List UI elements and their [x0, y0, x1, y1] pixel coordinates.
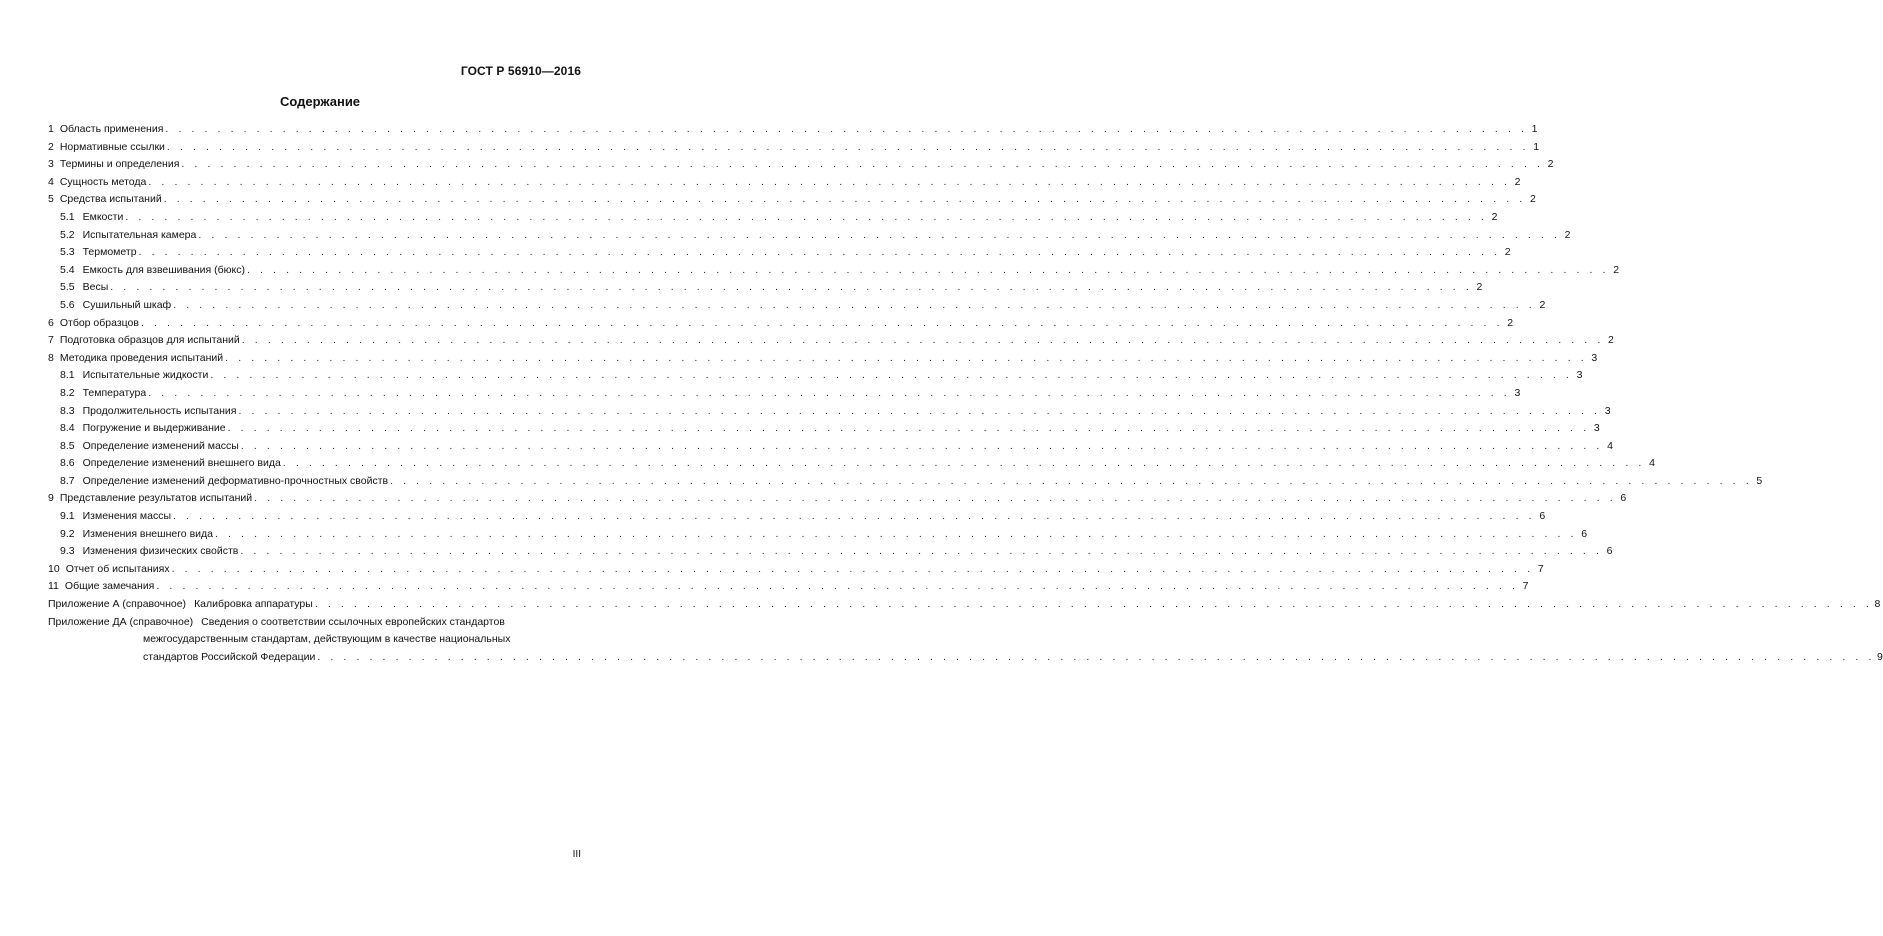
toc-entry[interactable] — [48, 420, 1600, 438]
appendix-page: 8 — [1874, 598, 1881, 611]
toc-entry-number: 8.6 — [60, 457, 75, 470]
toc-entry-number: 8.3 — [60, 404, 75, 417]
dot-leader — [225, 350, 1587, 368]
toc-entry-page: 2 — [1504, 246, 1511, 259]
toc-entry[interactable] — [48, 139, 1540, 157]
toc-entry[interactable] — [48, 209, 1498, 227]
toc-entry-title: Методика проведения испытаний — [59, 351, 224, 364]
toc-entry[interactable] — [48, 578, 1529, 596]
dot-leader — [228, 420, 1590, 438]
dot-leader — [210, 367, 1572, 385]
toc-entry[interactable] — [48, 297, 1546, 315]
dot-leader — [240, 543, 1602, 561]
toc-entry-page: 2 — [1539, 298, 1546, 311]
dot-leader — [198, 227, 1560, 245]
appendix-label: Приложение А (справочное) — [48, 598, 187, 611]
toc-entry-number: 6 — [48, 316, 54, 329]
toc-entry-title: Представление результатов испытаний — [59, 492, 253, 505]
toc-entry-title: Испытательная камера — [82, 228, 197, 241]
toc-entry-title: Средства испытаний — [59, 193, 162, 206]
toc-entry-page: 1 — [1533, 140, 1540, 153]
toc-entry-page: 7 — [1522, 580, 1529, 593]
toc-entry-number: 8 — [48, 351, 54, 364]
toc-entry-page: 6 — [1606, 545, 1613, 558]
toc-entry-title: Общие замечания — [64, 580, 155, 593]
toc-entry-number: 5.2 — [60, 228, 75, 241]
toc-entry[interactable] — [48, 403, 1611, 421]
toc-entry[interactable] — [48, 174, 1521, 192]
toc-entry-title: Термины и определения — [59, 158, 180, 171]
toc-entry[interactable] — [48, 332, 1614, 350]
toc-entry-number: 3 — [48, 158, 54, 171]
toc-entry-page: 2 — [1613, 263, 1620, 276]
toc-entry-page: 3 — [1591, 351, 1598, 364]
toc-entry[interactable] — [48, 561, 1544, 579]
toc-entry[interactable] — [48, 473, 1763, 491]
toc-entry-number: 9.2 — [60, 527, 75, 540]
toc-entry-number: 5.6 — [60, 298, 75, 311]
toc-entry-number: 11 — [48, 580, 59, 593]
dot-leader — [148, 174, 1510, 192]
toc-entry[interactable] — [48, 350, 1598, 368]
toc-title: Содержание — [279, 94, 361, 109]
toc-entry-number: 8.2 — [60, 386, 75, 399]
appendix-page: 9 — [1876, 650, 1883, 663]
toc-entry-title: Емкости — [82, 210, 124, 223]
toc-entry-number: 4 — [48, 175, 54, 188]
toc-entry-title: Сушильный шкаф — [82, 298, 172, 311]
toc-entry[interactable] — [48, 262, 1620, 280]
dot-leader — [283, 455, 1645, 473]
toc-entry[interactable] — [48, 438, 1613, 456]
appendix-title-line: Калибровка аппаратуры — [194, 598, 313, 611]
toc-entry-number: 5.4 — [60, 263, 75, 276]
toc-entry-number: 7 — [48, 334, 54, 347]
toc-entry-number: 8.5 — [60, 439, 75, 452]
appendix-label: Приложение ДА (справочное) — [48, 615, 194, 628]
toc-entry-number: 8.7 — [60, 474, 75, 487]
toc-entry-page: 3 — [1514, 386, 1521, 399]
toc-entry-title: Температура — [82, 386, 147, 399]
dot-leader — [156, 578, 1518, 596]
toc-entry[interactable] — [48, 543, 1613, 561]
toc-entry[interactable] — [48, 244, 1511, 262]
toc-entry-title: Нормативные ссылки — [59, 140, 165, 153]
dot-leader: . . . . . . . . . . . . . . . . . . . . . . . . . . . . . . . . . . . . . . . . . . . . . . . . . . . . . . . . . . . . . . . . . . . . . . . . . . . . . . . . . . . . . . . . . . . . . . . . . . . . . . . . . . . . . . . . . . . . . . . . — [317, 650, 1875, 663]
toc-entry-number: 9.3 — [60, 545, 75, 558]
toc-entry-title: Изменения внешнего вида — [82, 527, 213, 540]
page-number: III — [572, 849, 581, 860]
toc-entry[interactable] — [48, 508, 1546, 526]
toc-entry[interactable] — [48, 455, 1655, 473]
toc-entry-page: 2 — [1514, 175, 1521, 188]
toc-entry-page: 2 — [1564, 228, 1571, 241]
toc-entry-page: 6 — [1539, 510, 1546, 523]
toc-entry[interactable] — [48, 227, 1571, 245]
dot-leader — [165, 121, 1527, 139]
toc-entry-page: 6 — [1620, 492, 1627, 505]
dot-leader — [390, 473, 1752, 491]
dot-leader: . . . . . . . . . . . . . . . . . . . . . . . . . . . . . . . . . . . . . . . . . . . . . . . . . . . . . . . . . . . . . . . . . . . . . . . . . . . . . . . . . . . . . . . . . . . . . . . . . . . . . . . . . . . . . . . . . . . . . . . . — [314, 598, 1873, 611]
toc-entry[interactable] — [48, 156, 1554, 174]
toc-entry-number: 5 — [48, 193, 54, 206]
toc-entry-title: Область применения — [59, 123, 164, 135]
toc-entry-title: Весы — [82, 281, 109, 294]
toc-entry-number: 10 — [48, 562, 60, 575]
toc-entry-title: Погружение и выдерживание — [82, 422, 226, 435]
toc-entry-page: 5 — [1756, 474, 1763, 487]
toc-entry-page: 1 — [1531, 123, 1538, 135]
dot-leader — [254, 490, 1616, 508]
toc-entry-number: 5.1 — [60, 210, 75, 223]
toc-entry-page: 3 — [1604, 404, 1611, 417]
dot-leader — [181, 156, 1543, 174]
dot-leader — [125, 209, 1487, 227]
toc-entry-title: Определение изменений массы — [82, 439, 239, 452]
toc-entry-page: 6 — [1581, 527, 1588, 540]
dot-leader — [172, 561, 1534, 579]
dot-leader — [148, 385, 1510, 403]
dot-leader — [167, 139, 1529, 157]
dot-leader — [242, 332, 1604, 350]
toc-entry-title: Термометр — [82, 246, 137, 259]
toc-entry-number: 1 — [48, 123, 54, 135]
toc-entry-page: 3 — [1593, 422, 1600, 435]
toc-entry-title: Определение изменений внешнего вида — [82, 457, 281, 470]
toc-entry[interactable] — [48, 526, 1588, 544]
toc-entry-title: Отчет об испытаниях — [65, 562, 170, 575]
toc-entry[interactable] — [48, 385, 1521, 403]
toc-entry-page: 2 — [1507, 316, 1514, 329]
toc-entry-page: 2 — [1529, 193, 1536, 206]
toc-entry-number: 2 — [48, 140, 54, 153]
appendix-entry[interactable] — [48, 596, 1881, 614]
toc-entry-title: Сущность метода — [59, 175, 147, 188]
dot-leader — [173, 297, 1535, 315]
toc-entry-page: 3 — [1576, 369, 1583, 382]
toc-entry-title: Испытательные жидкости — [82, 369, 209, 382]
dot-leader — [164, 191, 1526, 209]
dot-leader — [215, 526, 1577, 544]
dot-leader — [238, 403, 1600, 421]
toc-entry-page: 4 — [1607, 439, 1613, 452]
dot-leader — [247, 262, 1609, 280]
toc-entry-title: Изменения массы — [82, 510, 172, 523]
toc-entry-number: 5.5 — [60, 281, 75, 294]
toc-entry[interactable] — [48, 315, 1514, 333]
toc-entry-page: 7 — [1537, 562, 1544, 575]
toc-entry-title: Подготовка образцов для испытаний — [59, 334, 240, 347]
document-code: ГОСТ Р 56910—2016 — [460, 64, 581, 78]
toc-entry[interactable] — [48, 490, 1627, 508]
dot-leader — [110, 279, 1472, 297]
toc-entry[interactable] — [48, 367, 1583, 385]
table-of-contents — [48, 121, 1883, 666]
toc-entry-page: 2 — [1491, 210, 1498, 223]
toc-entry-title: Определение изменений деформативно-прочностных свойств — [82, 474, 389, 487]
dot-leader — [241, 438, 1603, 456]
toc-entry-page: 2 — [1476, 281, 1483, 294]
appendix-title-line: межгосударственным стандартам, действующим в качестве национальных — [143, 633, 511, 646]
toc-entry[interactable] — [48, 279, 1483, 297]
toc-entry[interactable] — [48, 191, 1536, 209]
appendix-entry[interactable] — [48, 614, 1883, 667]
toc-entry-page: 4 — [1649, 457, 1655, 470]
dot-leader — [139, 244, 1501, 262]
dot-leader — [173, 508, 1535, 526]
toc-entry-number: 9.1 — [60, 510, 75, 523]
appendix-title-line: стандартов Российской Федерации — [143, 650, 316, 663]
toc-entry-number: 5.3 — [60, 246, 75, 259]
toc-entry-number: 8.4 — [60, 422, 75, 435]
appendix-title-line: Сведения о соответствии ссылочных европейских стандартов — [201, 615, 505, 628]
toc-entry-title: Продолжительность испытания — [82, 404, 237, 417]
toc-entry-title: Отбор образцов — [59, 316, 139, 329]
toc-entry-number: 9 — [48, 492, 54, 505]
toc-entry-number: 8.1 — [60, 369, 75, 382]
toc-entry-title: Емкость для взвешивания (бюкс) — [82, 263, 245, 276]
toc-entry-page: 2 — [1608, 334, 1614, 347]
toc-entry[interactable] — [48, 121, 1538, 139]
toc-entry-page: 2 — [1547, 158, 1554, 171]
dot-leader — [141, 315, 1503, 333]
toc-entry-title: Изменения физических свойств — [82, 545, 239, 558]
